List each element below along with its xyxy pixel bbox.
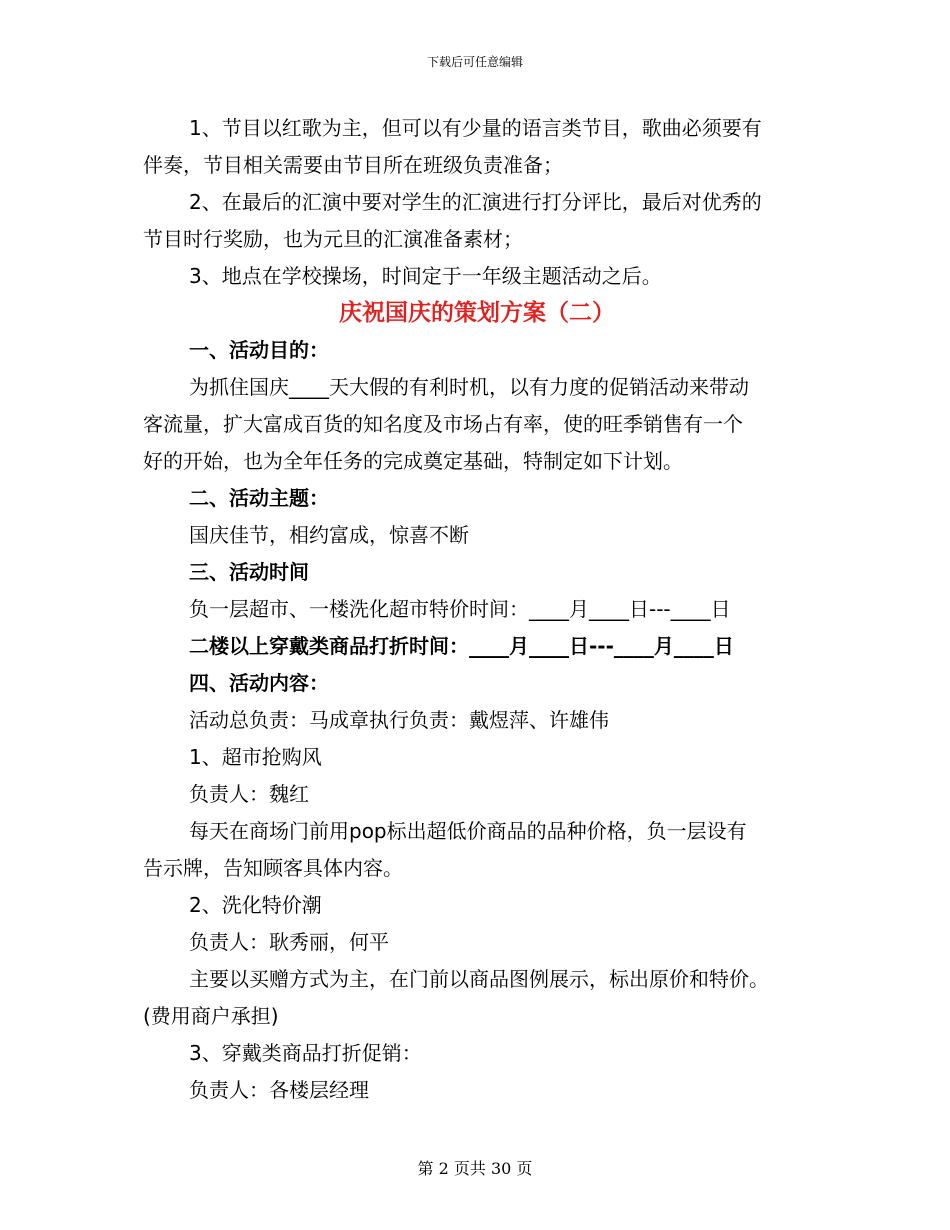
item-2-desc-2: (费用商户承担) <box>143 1004 279 1028</box>
item-1-desc-1: 每天在商场门前用pop标出超低价商品的品种价格，负一层设有 <box>189 819 747 843</box>
intro-line-1: 1、节目以红歌为主，但可以有少量的语言类节目，歌曲必须要有 <box>189 116 762 140</box>
item-2-title: 2、洗化特价潮 <box>189 893 322 917</box>
item-1-owner: 负责人：魏红 <box>189 782 309 806</box>
intro-line-4: 节目时行奖励，也为元旦的汇演准备素材； <box>143 227 523 251</box>
content-owner-line: 活动总负责：马成章执行负责：戴煜萍、许雄伟 <box>189 708 609 732</box>
heading-content: 四、活动内容： <box>189 671 329 695</box>
intro-line-5: 3、地点在学校操场，时间定于一年级主题活动之后。 <box>189 264 662 288</box>
item-2-owner: 负责人：耿秀丽，何平 <box>189 930 389 954</box>
document-body <box>143 110 811 1109</box>
intro-line-2: 伴奏，节目相关需要由节目所在班级负责准备； <box>143 153 563 177</box>
time-line-2: 二楼以上穿戴类商品打折时间：____月____日---____月____日 <box>189 634 734 658</box>
purpose-line-3: 好的开始，也为全年任务的完成奠定基础，特制定如下计划。 <box>143 449 683 473</box>
intro-line-3: 2、在最后的汇演中要对学生的汇演进行打分评比，最后对优秀的 <box>189 190 762 214</box>
heading-time: 三、活动时间 <box>189 560 309 584</box>
section-title: 庆祝国庆的策划方案（二） <box>339 300 615 326</box>
theme-line-1: 国庆佳节，相约富成，惊喜不断 <box>189 523 469 547</box>
item-1-title: 1、超市抢购风 <box>189 745 322 769</box>
heading-theme: 二、活动主题： <box>189 486 329 510</box>
item-3-title: 3、穿戴类商品打折促销： <box>189 1041 422 1065</box>
page-header: 下载后可任意编辑 <box>426 55 523 69</box>
time-line-1: 负一层超市、一楼洗化超市特价时间：____月____日---____日 <box>189 597 731 621</box>
page-footer: 第 2 页共 30 页 <box>417 1159 533 1178</box>
item-3-owner: 负责人：各楼层经理 <box>189 1078 369 1102</box>
item-2-desc-1: 主要以买赠方式为主，在门前以商品图例展示，标出原价和特价。 <box>189 967 769 991</box>
item-1-desc-2: 告示牌，告知顾客具体内容。 <box>143 856 403 880</box>
purpose-line-2: 客流量，扩大富成百货的知名度及市场占有率，使的旺季销售有一个 <box>143 412 743 436</box>
purpose-line-1: 为抓住国庆____天大假的有利时机，以有力度的促销活动来带动 <box>189 375 749 399</box>
heading-purpose: 一、活动目的： <box>189 338 329 362</box>
